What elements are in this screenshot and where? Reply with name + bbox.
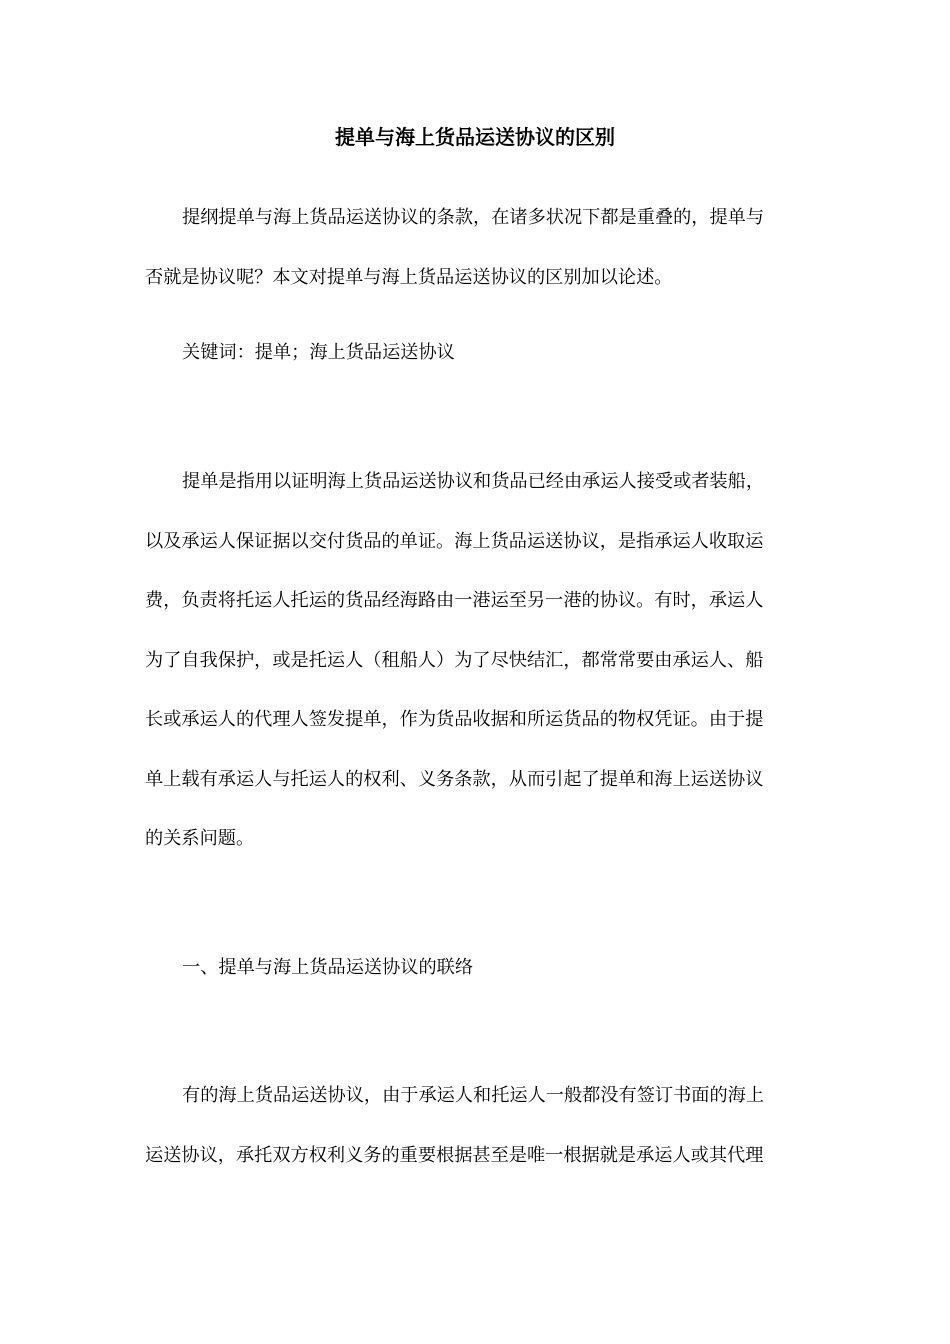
abstract-line: 提纲提单与海上货品运送协议的条款，在诸多状况下都是重叠的，提单与 <box>182 207 765 228</box>
intro-line: 提单是指用以证明海上货品运送协议和货品已经由承运人接受或者装船， <box>182 471 765 492</box>
intro-line: 单上载有承运人与托运人的权利、义务条款，从而引起了提单和海上运送协议 <box>145 769 764 790</box>
intro-line: 为了自我保护，或是托运人（租船人）为了尽快结汇，都常常要由承运人、船 <box>145 650 764 671</box>
section-heading: 一、提单与海上货品运送协议的联络 <box>182 957 474 978</box>
keywords-line: 关键词：提单；海上货品运送协议 <box>182 342 455 363</box>
document-title: 提单与海上货品运送协议的区别 <box>335 125 615 149</box>
section-body-line: 运送协议，承托双方权利义务的重要根据甚至是唯一根据就是承运人或其代理 <box>145 1145 764 1166</box>
intro-line: 费，负责将托运人托运的货品经海路由一港运至另一港的协议。有时，承运人 <box>145 590 764 611</box>
intro-line: 长或承运人的代理人签发提单，作为货品收据和所运货品的物权凭证。由于提 <box>145 709 764 730</box>
intro-line: 的关系问题。 <box>145 828 255 849</box>
section-body-line: 有的海上货品运送协议，由于承运人和托运人一般都没有签订书面的海上 <box>182 1085 765 1106</box>
abstract-line: 否就是协议呢？本文对提单与海上货品运送协议的区别加以论述。 <box>145 267 673 288</box>
intro-line: 以及承运人保证据以交付货品的单证。海上货品运送协议，是指承运人收取运 <box>145 531 764 552</box>
